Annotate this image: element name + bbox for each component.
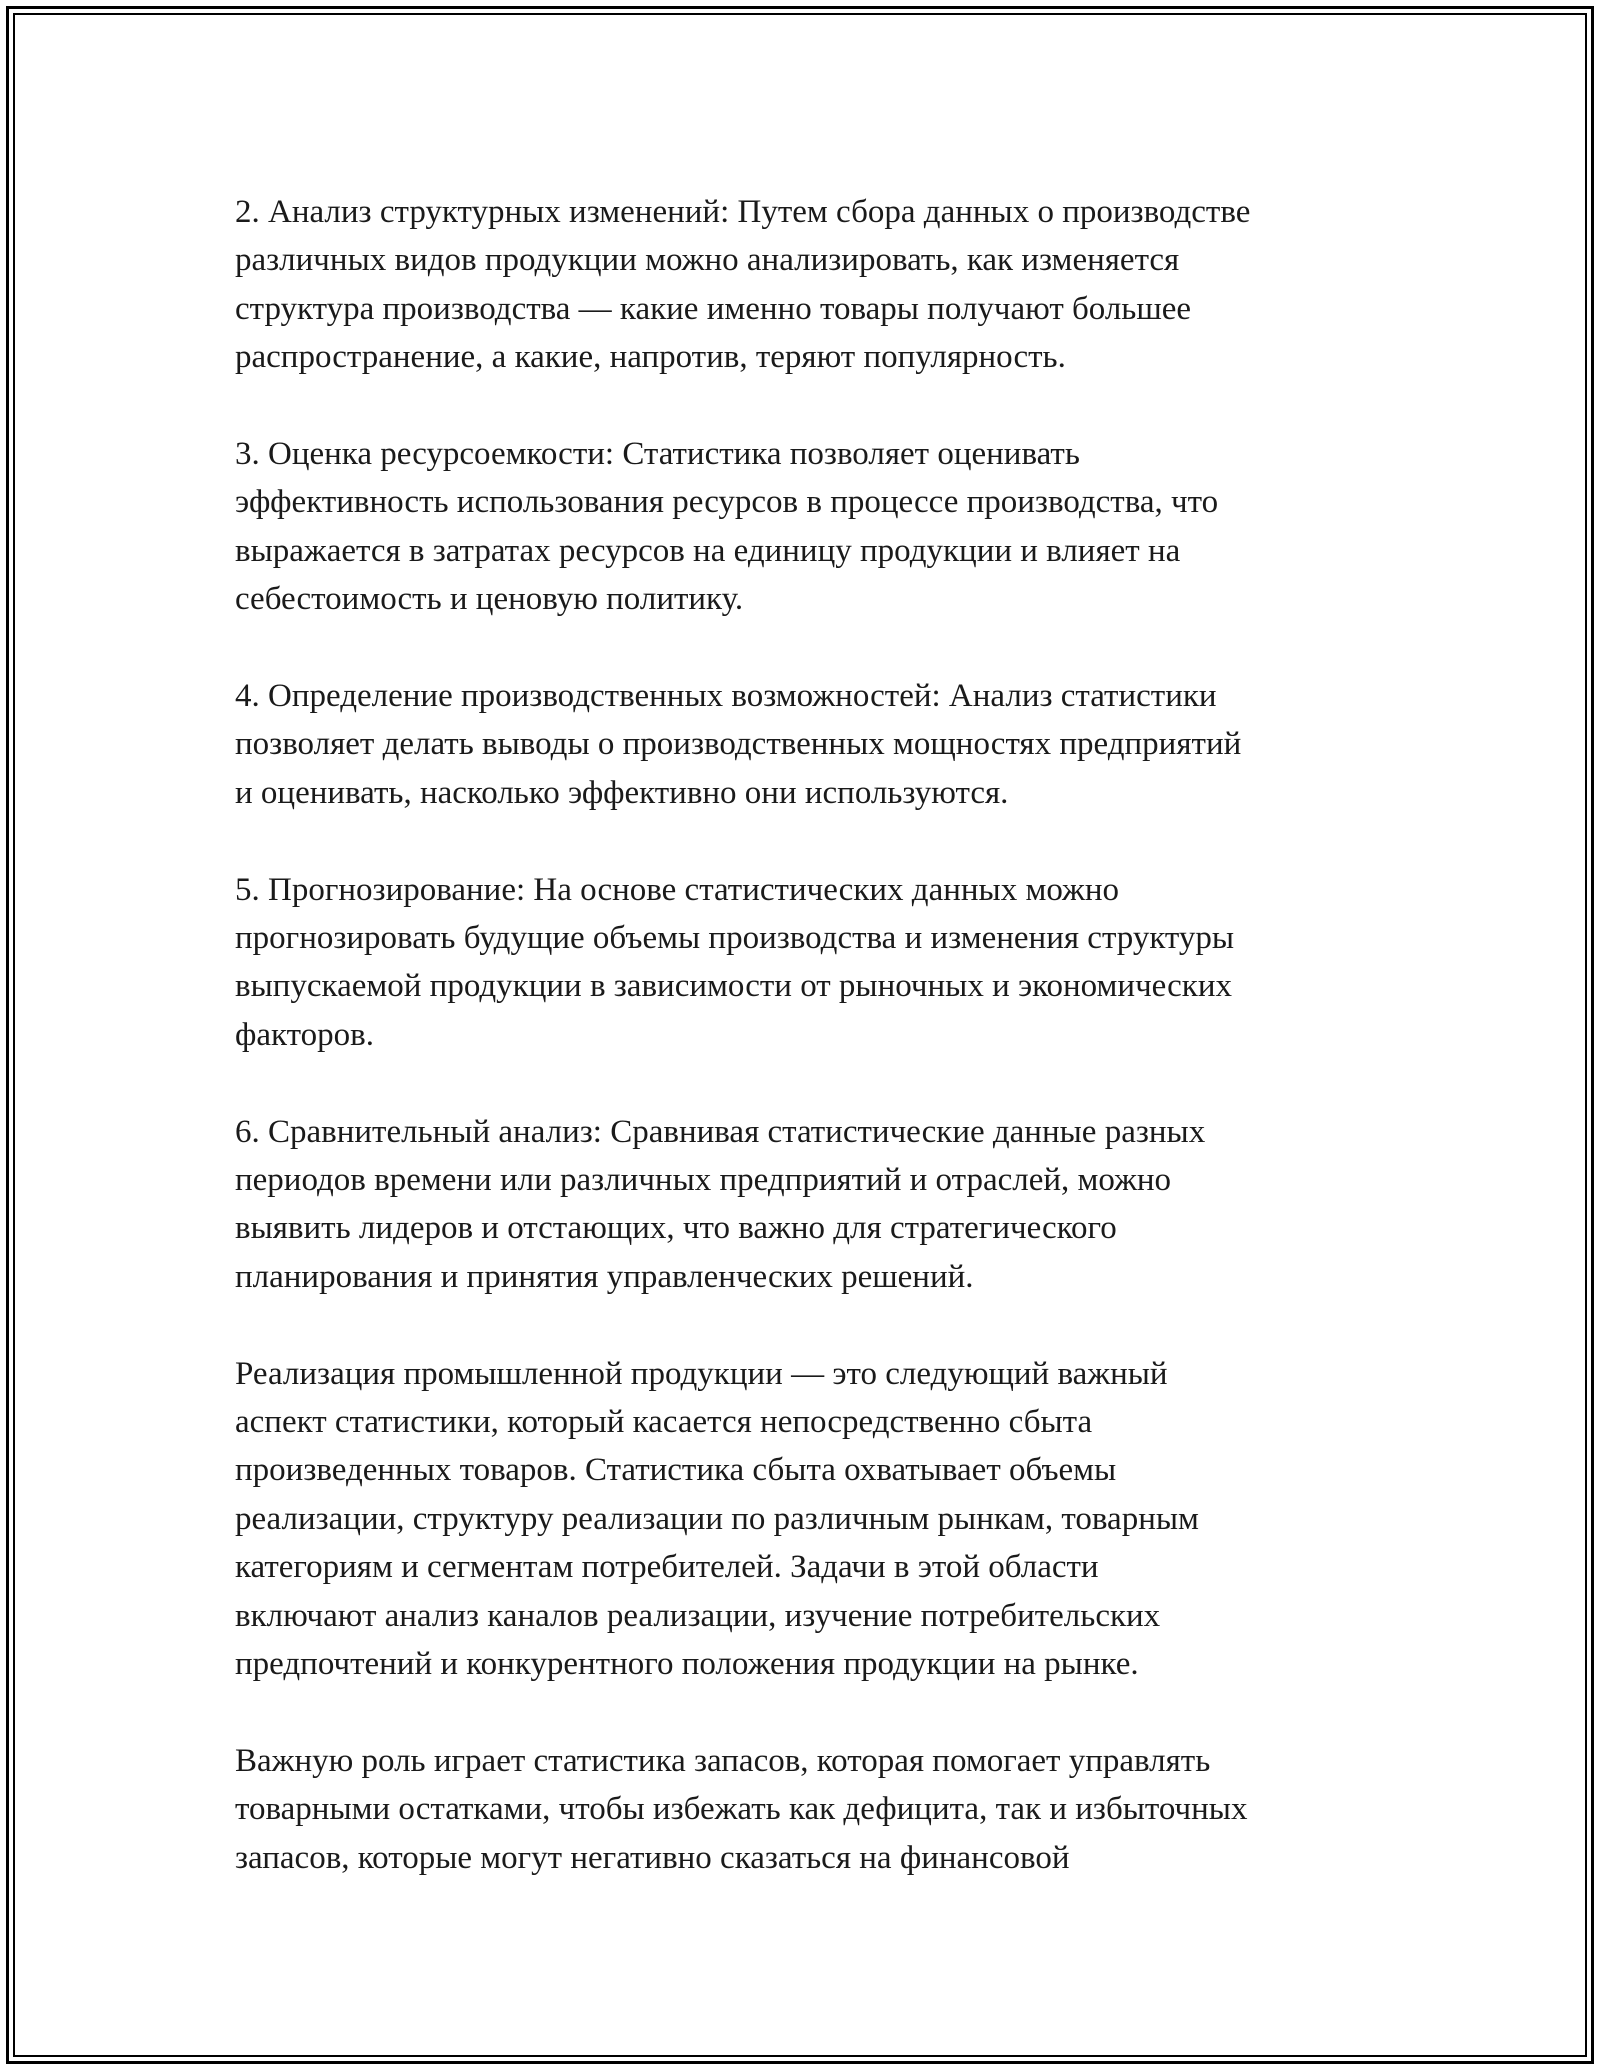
text-line: периодов времени или различных предприятий и отраслей, можно <box>235 1162 1172 1199</box>
paragraph-forecasting <box>235 866 1375 1060</box>
text-line: реализации, структуру реализации по различным рынкам, товарным <box>235 1500 1199 1537</box>
text-line: себестоимость и ценовую политику. <box>235 581 744 618</box>
text-line: Важную роль играет статистика запасов, которая помогает управлять <box>235 1742 1211 1779</box>
text-line: планирования и принятия управленческих решений. <box>235 1258 974 1295</box>
text-line: 3. Оценка ресурсоемкости: Статистика позволяет оценивать <box>235 436 1080 473</box>
paragraph-product-sales <box>235 1350 1375 1689</box>
paragraph-structural-analysis <box>235 188 1375 382</box>
text-line: выражается в затратах ресурсов на единицу продукции и влияет на <box>235 532 1181 569</box>
paragraph-inventory-statistics <box>235 1737 1375 1882</box>
document-body <box>235 188 1375 1931</box>
text-line: запасов, которые могут негативно сказаться на финансовой <box>235 1839 1070 1876</box>
text-line: выявить лидеров и отстающих, что важно для стратегического <box>235 1210 1117 1247</box>
text-line: категориям и сегментам потребителей. Задачи в этой области <box>235 1549 1099 1586</box>
text-line: Реализация промышленной продукции — это следующий важный <box>235 1355 1168 1392</box>
text-line: прогнозировать будущие объемы производства и изменения структуры <box>235 920 1235 957</box>
text-line: предпочтений и конкурентного положения продукции на рынке. <box>235 1646 1139 1683</box>
text-line: различных видов продукции можно анализировать, как изменяется <box>235 242 1180 279</box>
paragraph-comparative-analysis <box>235 1108 1375 1302</box>
text-line: включают анализ каналов реализации, изучение потребительских <box>235 1597 1161 1634</box>
text-line: выпускаемой продукции в зависимости от рыночных и экономических <box>235 968 1232 1005</box>
text-line: факторов. <box>235 1016 374 1053</box>
text-line: 5. Прогнозирование: На основе статистических данных можно <box>235 871 1119 908</box>
text-line: структура производства — какие именно товары получают большее <box>235 290 1192 327</box>
paragraph-resource-intensity <box>235 430 1375 624</box>
text-line: 4. Определение производственных возможностей: Анализ статистики <box>235 678 1217 715</box>
text-line: 2. Анализ структурных изменений: Путем сбора данных о производстве <box>235 194 1251 230</box>
text-line: распространение, а какие, напротив, теряют популярность. <box>235 339 1066 376</box>
paragraph-production-capacity <box>235 672 1375 817</box>
text-line: эффективность использования ресурсов в процессе производства, что <box>235 484 1219 521</box>
text-line: товарными остатками, чтобы избежать как дефицита, так и избыточных <box>235 1791 1248 1828</box>
text-line: позволяет делать выводы о производственных мощностях предприятий <box>235 726 1242 763</box>
text-line: 6. Сравнительный анализ: Сравнивая статистические данные разных <box>235 1113 1206 1150</box>
text-line: и оценивать, насколько эффективно они используются. <box>235 774 1009 811</box>
text-line: аспект статистики, который касается непосредственно сбыта <box>235 1404 1093 1441</box>
text-line: произведенных товаров. Статистика сбыта охватывает объемы <box>235 1452 1117 1489</box>
